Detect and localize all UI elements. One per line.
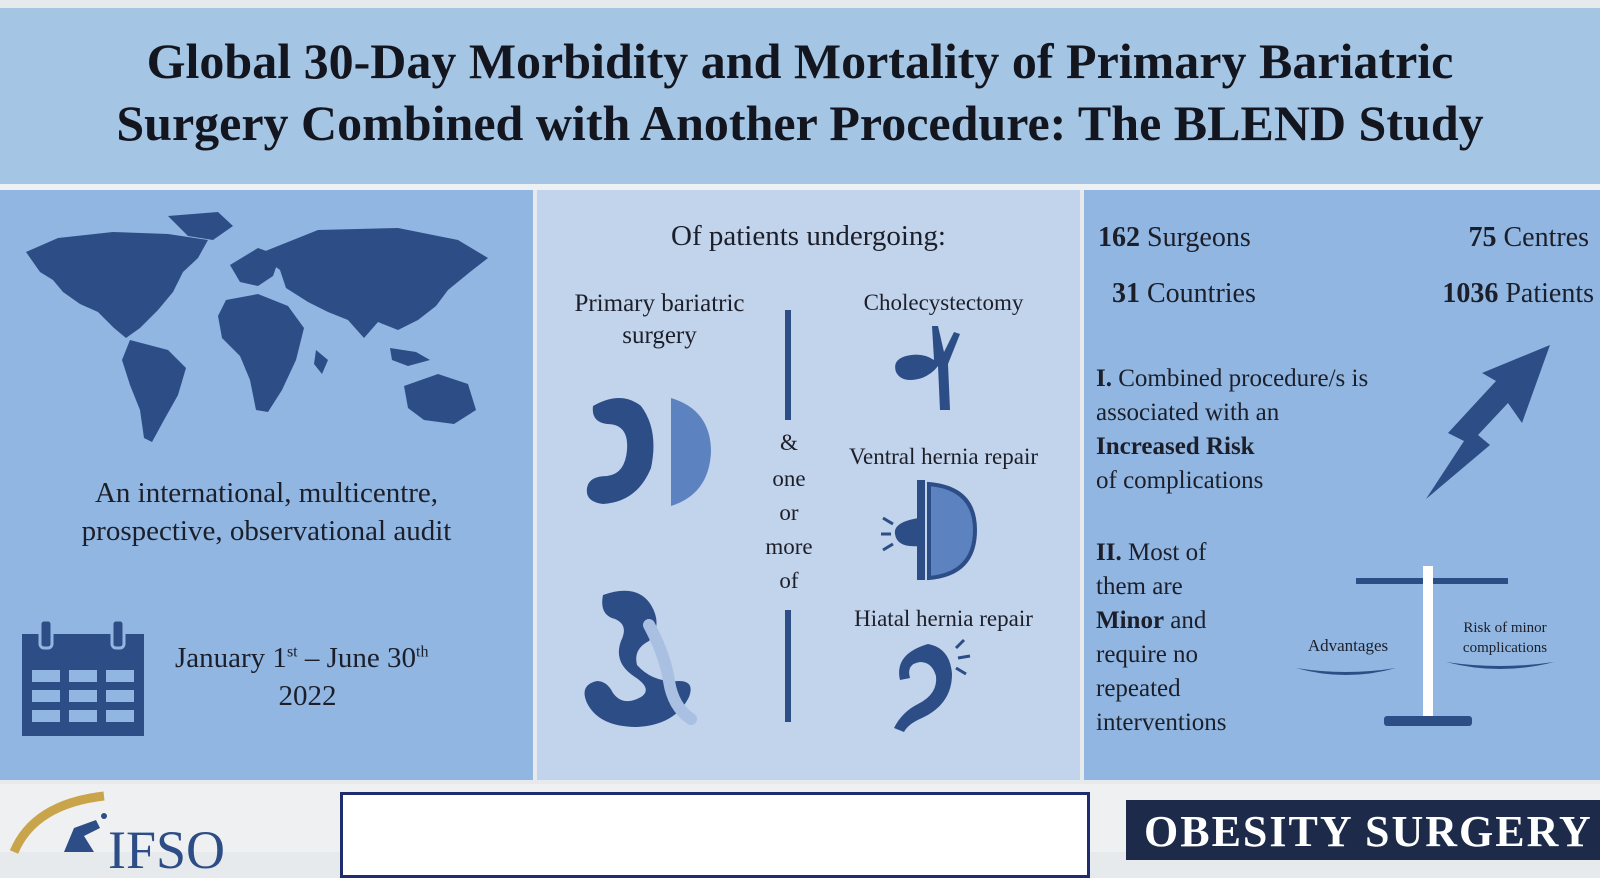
finding-2-line-3 (1096, 604, 1227, 638)
title-line-1: Global 30-Day Morbidity and Mortality of Primary Bariatric (146, 33, 1454, 89)
sleeve-gastrectomy-icon (579, 390, 719, 510)
stat-value: 1036 (1442, 278, 1499, 309)
procedures-panel (537, 190, 1080, 780)
finding-2-text: Most of (1127, 539, 1207, 566)
finding-1-line-1 (1096, 362, 1368, 396)
stat-value: 31 (1112, 278, 1140, 309)
finding-increased-risk (1096, 362, 1368, 498)
date-start-suffix: st (286, 643, 298, 661)
stat-label: Countries (1147, 278, 1256, 309)
stat-label: Centres (1503, 222, 1589, 253)
stat-label: Surgeons (1147, 222, 1251, 253)
procedure-hiatal-hernia-repair: Hiatal hernia repair (854, 606, 1033, 631)
title-line-2: Surgery Combined with Another Procedure: The BLEND Study (116, 95, 1484, 151)
connector-word: or (779, 500, 799, 525)
scale-label-advantages: Advantages (1307, 636, 1389, 655)
journal-logo-text: OBESITY SURGERY (1144, 807, 1593, 856)
scale-label-risk-2: complications (1462, 640, 1548, 656)
finding-2-line-6: interventions (1096, 709, 1227, 736)
finding-1-line-4: of complications (1096, 467, 1264, 494)
connector-word: & (780, 430, 798, 455)
stat-value: 162 (1098, 222, 1140, 253)
connector-word: more (765, 534, 813, 559)
finding-2-line-1 (1096, 536, 1227, 570)
date-end: – June 30 (297, 642, 417, 674)
increase-arrow-icon (1422, 345, 1554, 500)
divider-bottom (785, 610, 791, 722)
finding-1-line-2: associated with an (1096, 399, 1280, 426)
finding-2-line-5: repeated (1096, 675, 1181, 702)
stat-patients (1369, 278, 1594, 310)
connector-word: one (772, 466, 806, 491)
stat-countries (1112, 278, 1256, 310)
world-map-icon (18, 210, 498, 460)
finding-minor-complications (1096, 536, 1227, 740)
procedure-ventral-hernia-repair: Ventral hernia repair (848, 444, 1038, 469)
hiatal-hernia-icon (892, 640, 972, 734)
stat-centres (1409, 222, 1589, 254)
audit-description-line-2: prospective, observational audit (81, 515, 452, 547)
ifso-logo-text: IFSO (108, 820, 226, 878)
study-period-year: 2022 (278, 680, 337, 712)
connector-word: of (779, 568, 799, 593)
primary-surgery-label-1: Primary bariatric (574, 290, 745, 317)
finding-2-text-c: and (1170, 607, 1207, 634)
study-design-panel (0, 190, 533, 780)
study-period-dates (175, 642, 428, 675)
stat-label: Patients (1505, 278, 1594, 309)
citation-box (340, 792, 1090, 878)
date-start: January 1 (175, 642, 287, 674)
ventral-hernia-icon (879, 478, 979, 582)
date-end-suffix: th (416, 643, 429, 661)
results-panel (1084, 190, 1600, 780)
finding-1-emphasis: Increased Risk (1096, 433, 1255, 460)
finding-2-emphasis: Minor (1096, 607, 1165, 634)
finding-2-line-2: them are (1096, 573, 1183, 600)
stat-surgeons (1098, 222, 1251, 254)
calendar-icon (22, 620, 144, 736)
procedure-cholecystectomy: Cholecystectomy (863, 290, 1024, 315)
primary-surgery-label-2: surgery (622, 322, 697, 349)
finding-1-text: Combined procedure/s is (1118, 365, 1369, 392)
scale-label-risk-1: Risk of minor (1463, 620, 1547, 636)
footer-strip (0, 784, 1600, 878)
gallbladder-icon (892, 326, 972, 410)
finding-2-line-4: require no (1096, 641, 1199, 668)
obesity-surgery-journal-logo (1126, 800, 1600, 860)
audit-description-line-1: An international, multicentre, (94, 477, 439, 509)
finding-2-numeral: II. (1096, 539, 1122, 566)
procedures-heading: Of patients undergoing: (671, 220, 946, 252)
ifso-logo (4, 792, 304, 878)
divider-top (785, 310, 791, 420)
gastric-bypass-icon (579, 585, 719, 735)
infographic-title (0, 30, 1600, 154)
finding-1-numeral: I. (1096, 365, 1112, 392)
stat-value: 75 (1468, 222, 1497, 253)
